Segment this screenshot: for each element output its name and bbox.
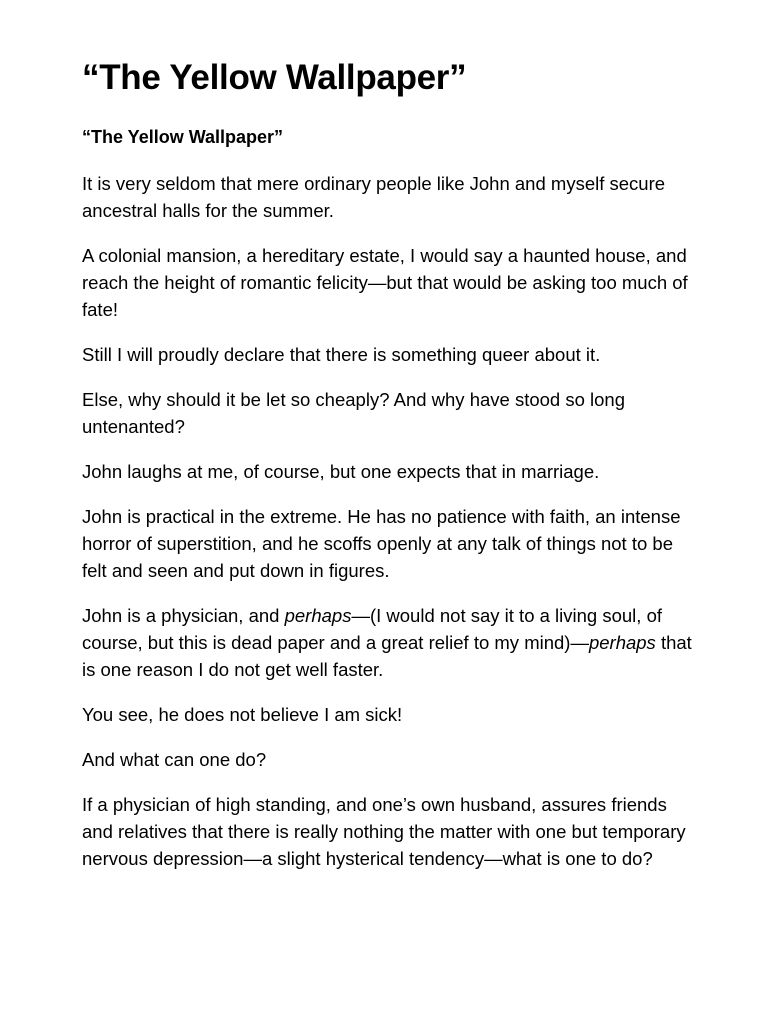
paragraph-3: Still I will proudly declare that there is something queer about it.	[82, 344, 601, 365]
paragraph-7	[82, 602, 698, 683]
paragraph-10: If a physician of high standing, and one’s own husband, assures friends and relatives that there is really nothing the matter with one but temporary nervous depression—a slight hysterical tendency—what is one to do?	[82, 794, 686, 869]
section-subtitle: “The Yellow Wallpaper”	[82, 127, 284, 147]
paragraph-7-part-3: that is one reason I do not get well faster.	[82, 632, 692, 680]
page-title: “The Yellow Wallpaper”	[82, 58, 467, 97]
paragraph-2: A colonial mansion, a hereditary estate, I would say a haunted house, and reach the height of romantic felicity—but that would be asking too much of fate!	[82, 245, 688, 320]
paragraph-4: Else, why should it be let so cheaply? And why have stood so long untenanted?	[82, 389, 626, 437]
paragraph-7-part-2: —(I would not say it to a living soul, of course, but this is dead paper and a great relief to my mind)—	[82, 605, 663, 653]
paragraph-6: John is practical in the extreme. He has no patience with faith, an intense horror of superstition, and he scoffs openly at any talk of things not to be felt and seen and put down in figures.	[82, 506, 681, 581]
paragraph-7-italic-1: perhaps	[284, 605, 352, 626]
paragraph-5: John laughs at me, of course, but one expects that in marriage.	[82, 461, 600, 482]
paragraph-8: You see, he does not believe I am sick!	[82, 704, 403, 725]
paragraph-7-italic-2: perhaps	[588, 632, 656, 653]
paragraph-9: And what can one do?	[82, 749, 267, 770]
paragraph-1: It is very seldom that mere ordinary people like John and myself secure ancestral halls for the summer.	[82, 173, 666, 221]
paragraph-7-part-1: John is a physician, and	[82, 605, 285, 626]
